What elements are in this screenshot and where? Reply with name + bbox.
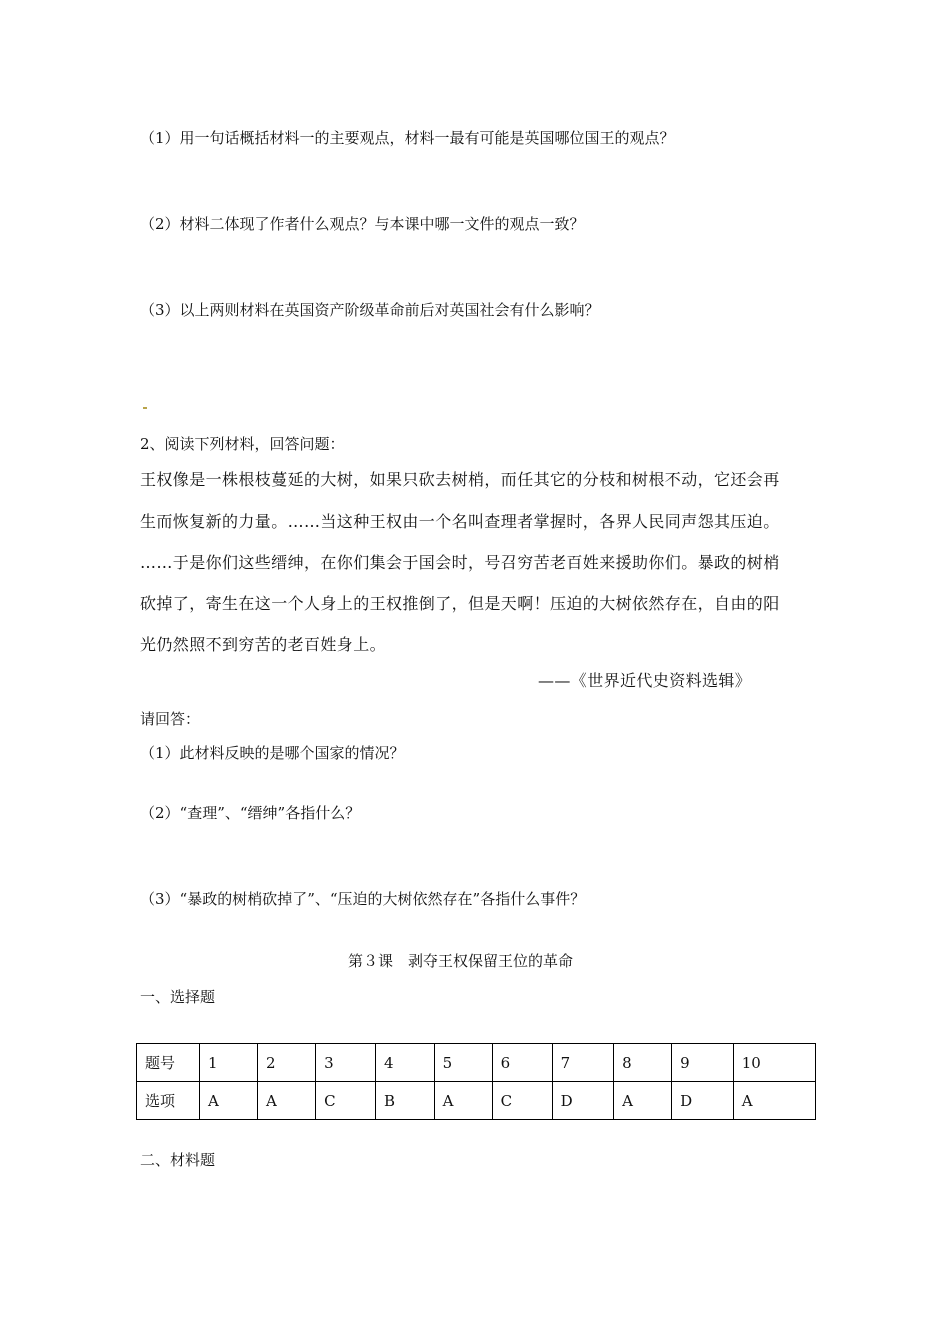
table-row	[137, 1082, 816, 1120]
answer-cell: A	[258, 1082, 316, 1120]
answer-cell: C	[316, 1082, 376, 1120]
table-row	[137, 1044, 816, 1082]
answer-cell: A	[434, 1082, 492, 1120]
answer-cell: A	[733, 1082, 815, 1120]
answer-cell: D	[552, 1082, 614, 1120]
question-number-cell: 8	[614, 1044, 672, 1082]
table-row-label: 题号	[137, 1044, 200, 1082]
answer-cell: A	[200, 1082, 258, 1120]
answer-cell: A	[614, 1082, 672, 1120]
question-number-cell: 5	[434, 1044, 492, 1082]
question-number-cell: 2	[258, 1044, 316, 1082]
question-number-cell: 3	[316, 1044, 376, 1082]
passage-line: 王权像是一株根枝蔓延的大树，如果只砍去树梢，而任其它的分枝和树根不动，它还会再	[140, 470, 780, 489]
question-2-1: （1）此材料反映的是哪个国家的情况？	[140, 744, 405, 762]
part2-heading: 2、阅读下列材料，回答问题：	[140, 435, 345, 453]
answer-cell: B	[376, 1082, 435, 1120]
question-1-1: （1）用一句话概括材料一的主要观点，材料一最有可能是英国哪位国王的观点？	[140, 129, 675, 147]
question-1-3: （3）以上两则材料在英国资产阶级革命前后对英国社会有什么影响？	[140, 301, 600, 319]
section-choice-heading: 一、选择题	[140, 988, 216, 1006]
question-number-cell: 7	[552, 1044, 614, 1082]
lesson-title: 第３课 剥夺王权保留王位的革命	[348, 952, 574, 970]
question-2-2: （2）“查理”、“缙绅”各指什么？	[140, 804, 361, 822]
passage-source: ——《世界近代史资料选辑》	[538, 671, 752, 690]
question-1-2: （2）材料二体现了作者什么观点？与本课中哪一文件的观点一致？	[140, 215, 585, 233]
question-number-cell: 6	[492, 1044, 552, 1082]
question-2-3: （3）“暴政的树梢砍掉了”、“压迫的大树依然存在”各指什么事件？	[140, 890, 586, 908]
question-number-cell: 10	[733, 1044, 815, 1082]
stray-mark	[143, 407, 147, 409]
answer-cell: D	[672, 1082, 734, 1120]
section-material-heading: 二、材料题	[140, 1151, 216, 1169]
answer-prompt: 请回答：	[140, 710, 201, 728]
passage-line: 砍掉了，寄生在这一个人身上的王权推倒了，但是天啊！压迫的大树依然存在，自由的阳	[140, 594, 780, 613]
passage-line: 光仍然照不到穷苦的老百姓身上。	[140, 635, 387, 654]
question-number-cell: 4	[376, 1044, 435, 1082]
passage-line: ……于是你们这些缙绅，在你们集会于国会时，号召穷苦老百姓来援助你们。暴政的树梢	[140, 553, 780, 572]
question-number-cell: 1	[200, 1044, 258, 1082]
passage-line: 生而恢复新的力量。……当这种王权由一个名叫查理者掌握时，各界人民同声怨其压迫。	[140, 512, 780, 531]
answer-cell: C	[492, 1082, 552, 1120]
answer-table	[136, 1043, 816, 1120]
question-number-cell: 9	[672, 1044, 734, 1082]
table-row-label: 选项	[137, 1082, 200, 1120]
